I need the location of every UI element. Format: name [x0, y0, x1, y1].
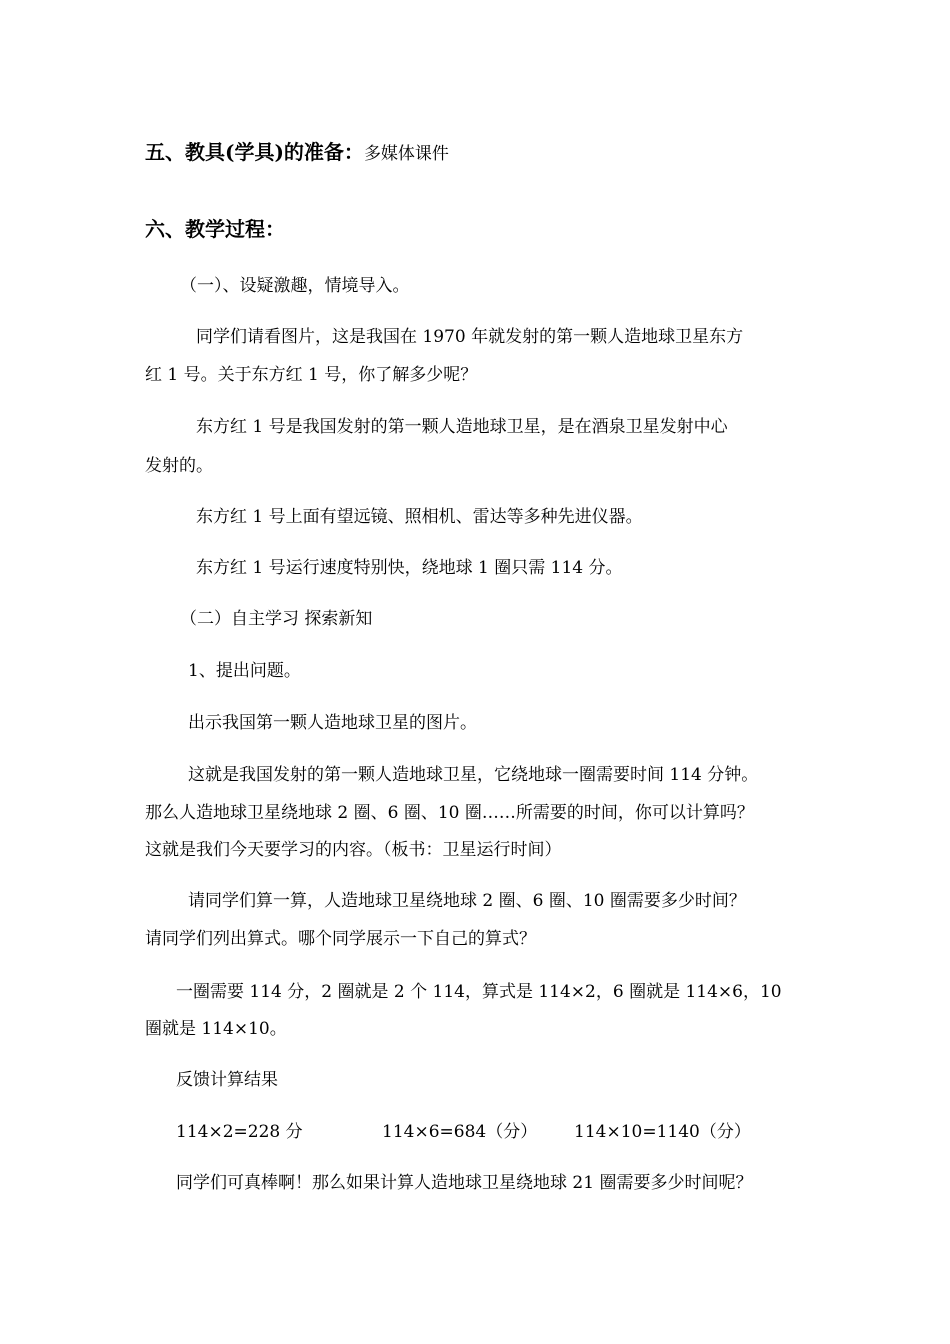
feedback-label: 反馈计算结果 [176, 1070, 278, 1090]
section-6-heading: 六、教学过程： [145, 217, 285, 241]
paragraph-8: 同学们可真棒啊！那么如果计算人造地球卫星绕地球 21 圈需要多少时间呢？ [176, 1173, 753, 1193]
paragraph-6-line-2: 请同学们列出算式。哪个同学展示一下自己的算式？ [145, 929, 536, 949]
paragraph-1-line-1: 同学们请看图片，这是我国在 1970 年就发射的第一颗人造地球卫星东方 [196, 327, 744, 347]
paragraph-5-line-1: 这就是我国发射的第一颗人造地球卫星，它绕地球一圈需要时间 114 分钟。 [188, 765, 759, 785]
calculation-3: 114×10=1140（分） [574, 1122, 751, 1142]
paragraph-7-line-1: 一圈需要 114 分，2 圈就是 2 个 114，算式是 114×2，6 圈就是 114×6，10 [176, 982, 782, 1002]
paragraph-5-line-3: 这就是我们今天要学习的内容。（板书：卫星运行时间） [145, 840, 562, 860]
part-1-title: （一）、设疑激趣，情境导入。 [180, 276, 410, 296]
calculation-1: 114×2=228 分 [176, 1122, 303, 1142]
section-5-title: 五、教具(学具)的准备： [145, 140, 364, 164]
paragraph-7-line-2: 圈就是 114×10。 [145, 1019, 287, 1039]
paragraph-3: 东方红 1 号上面有望远镜、照相机、雷达等多种先进仪器。 [196, 507, 643, 527]
step-1: 1、提出问题。 [188, 661, 301, 681]
section-5-value: 多媒体课件 [363, 144, 449, 164]
paragraph-1-line-2: 红 1 号。关于东方红 1 号，你了解多少呢？ [145, 365, 478, 385]
paragraph-4: 东方红 1 号运行速度特别快，绕地球 1 圈只需 114 分。 [196, 558, 623, 578]
paragraph-2-line-1: 东方红 1 号是我国发射的第一颗人造地球卫星，是在酒泉卫星发射中心 [196, 417, 728, 437]
part-2-title: （二）自主学习 探索新知 [180, 609, 373, 629]
paragraph-6-line-1: 请同学们算一算，人造地球卫星绕地球 2 圈、6 圈、10 圈需要多少时间？ [188, 891, 746, 911]
paragraph-2-line-2: 发射的。 [145, 456, 213, 476]
section-5-heading [145, 139, 449, 167]
show-picture-line: 出示我国第一颗人造地球卫星的图片。 [188, 713, 477, 733]
paragraph-5-line-2: 那么人造地球卫星绕地球 2 圈、6 圈、10 圈……所需要的时间，你可以计算吗？ [145, 803, 754, 823]
calculation-2: 114×6=684（分） [382, 1122, 538, 1142]
